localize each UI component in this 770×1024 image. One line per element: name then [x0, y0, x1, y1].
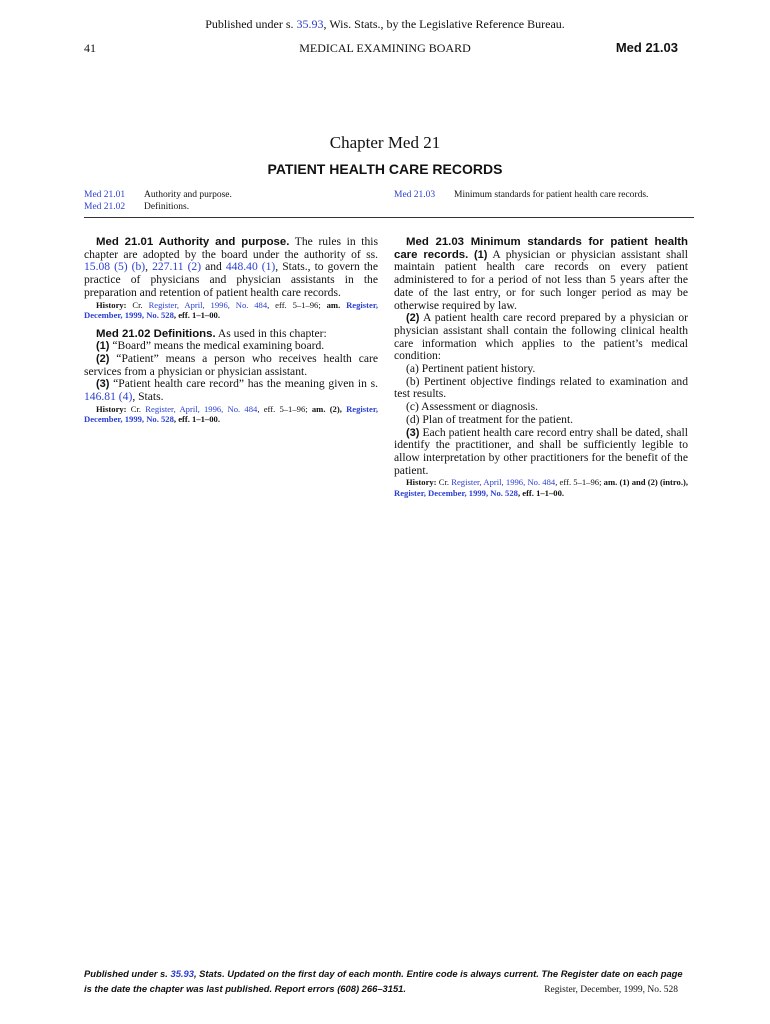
paragraph-c: (c) Assessment or diagnosis.: [406, 400, 539, 414]
history-bold: am.: [326, 299, 341, 310]
page-number: 41: [84, 41, 96, 55]
body-text: , Stats., to govern the practice of physicians and physician assistants in the preparation and retention of patient health care records.: [84, 260, 378, 299]
paragraph-b: (b) Pertinent objective findings related to examination and test results.: [394, 374, 688, 401]
history-text: Cr.: [126, 299, 149, 310]
statute-link[interactable]: 227.11 (2): [152, 260, 202, 274]
statute-link-35-93[interactable]: 35.93: [296, 17, 324, 31]
toc-entry[interactable]: [84, 189, 232, 201]
register-link[interactable]: Register, December, 1999, No. 528: [394, 487, 518, 498]
notice-text: Published under s.: [205, 17, 297, 31]
body-text: “Patient health care record” has the meaning given in s.: [109, 377, 378, 391]
section-med-21-03: [394, 236, 688, 312]
section-heading: Med 21.03 Minimum standards for patient health care records.: [394, 236, 688, 261]
section-med-21-01: [84, 236, 378, 300]
history-note: [84, 404, 378, 425]
history-bold: , eff. 1–1–00.: [517, 487, 565, 498]
statute-link-35-93[interactable]: 35.93: [170, 968, 194, 979]
register-link[interactable]: Register, April, 1996, No. 484: [145, 403, 258, 414]
body-text: Each patient health care record entry shall be dated, shall identify the practitioner, and shall be sufficiently legible to allow interpretation by other practitioners for the benefit of the patient.: [394, 425, 688, 477]
register-link[interactable]: Register, April, 1996, No. 484: [148, 299, 268, 310]
running-head: MEDICAL EXAMINING BOARD: [299, 41, 471, 55]
left-column: [84, 236, 378, 425]
history-text: Cr.: [436, 477, 452, 488]
history-note: [394, 477, 688, 498]
section-heading: Med 21.02 Definitions.: [96, 327, 216, 340]
section-tag: Med 21.03: [615, 40, 678, 55]
toc-entry[interactable]: [84, 201, 232, 213]
body-text: “Patient” means a person who receives health care services from a physician or physician assistant.: [84, 351, 378, 378]
definition-3: [84, 378, 378, 403]
history-label: History:: [406, 477, 437, 488]
subsection-number: (2): [406, 312, 420, 325]
history-label: History:: [96, 299, 127, 310]
history-label: History:: [96, 403, 127, 414]
toc-divider: [84, 217, 694, 218]
statute-link[interactable]: 146.81 (4): [84, 390, 133, 404]
footer-text: , Stats. Updated on the first day of each month. Entire code is always current. The Register date on each page: [193, 968, 683, 979]
subsection-number: (1): [473, 248, 488, 261]
history-bold: , eff. 1–1–00.: [173, 310, 220, 321]
toc-section-link[interactable]: Med 21.02: [84, 202, 126, 212]
history-text: , eff. 5–1–96;: [257, 403, 312, 414]
body-text: A patient health care record prepared by a physician or physician assistant shall contain the following clinical health care information which applies to the patient’s medical condition:: [394, 311, 688, 363]
definition-2: [84, 353, 378, 378]
subsection-number: (3): [96, 378, 110, 391]
footer-line-2: is the date the chapter was last published. Report errors (608) 266–3151.: [84, 983, 406, 994]
history-text: Cr.: [126, 403, 146, 414]
footer-text: Published under s.: [84, 968, 171, 979]
register-date: Register, December, 1999, No. 528: [544, 985, 678, 995]
history-bold: , eff. 1–1–00.: [173, 414, 220, 425]
toc-section-link[interactable]: Med 21.03: [394, 190, 436, 200]
paragraph-d: (d) Plan of treatment for the patient.: [406, 412, 574, 426]
body-text: and: [201, 260, 226, 274]
toc-left: [84, 189, 232, 213]
toc-right: [394, 189, 648, 201]
body-text: , Stats.: [132, 390, 164, 404]
body-text: The rules in this chapter are adopted by the board under the authority of ss.: [84, 235, 378, 261]
body-text: A physician or physician assistant shall maintain patient health care records on every patient administered to for a period of not less than 5 years after the date of the last entry, or for such longer period as may be otherwise required by law.: [394, 247, 688, 312]
history-note: [84, 300, 378, 321]
register-link[interactable]: Register, December, 1999, No. 528: [84, 299, 378, 321]
subsection-number: (1): [96, 340, 110, 353]
register-link[interactable]: Register, December, 1999, No. 528: [84, 403, 378, 425]
history-bold: am. (1) and (2) (intro.),: [603, 477, 688, 488]
statute-link[interactable]: 448.40 (1): [225, 260, 276, 274]
subsection-3: [394, 427, 688, 478]
footer-line-1: [84, 966, 683, 981]
body-text: “Board” means the medical examining board.: [109, 339, 325, 353]
toc-label: Minimum standards for patient health care records.: [454, 190, 649, 200]
chapter-title: Chapter Med 21: [329, 133, 441, 152]
subsection-number: (2): [96, 352, 110, 365]
publication-notice: [0, 17, 770, 32]
register-link[interactable]: Register, April, 1996, No. 484: [451, 477, 556, 488]
toc-label: Definitions.: [144, 202, 190, 212]
toc-entry[interactable]: [394, 189, 648, 201]
right-column: [394, 236, 688, 498]
statute-link[interactable]: 15.08 (5) (b): [84, 260, 146, 274]
body-text: As used in this chapter:: [215, 326, 327, 340]
chapter-subtitle: PATIENT HEALTH CARE RECORDS: [267, 161, 503, 177]
toc-label: Authority and purpose.: [144, 190, 232, 200]
paragraph-a: (a) Pertinent patient history.: [406, 362, 536, 376]
subsection-number: (3): [406, 426, 420, 439]
body-text: ,: [145, 260, 153, 274]
history-text: , eff. 5–1–96;: [555, 477, 604, 488]
section-heading: Med 21.01 Authority and purpose.: [96, 236, 290, 248]
toc-section-link[interactable]: Med 21.01: [84, 190, 126, 200]
history-text: , eff. 5–1–96;: [267, 299, 327, 310]
notice-text-end: , Wis. Stats., by the Legislative Reference Bureau.: [323, 17, 565, 31]
history-bold: am. (2),: [311, 403, 342, 414]
subsection-2: [394, 312, 688, 363]
